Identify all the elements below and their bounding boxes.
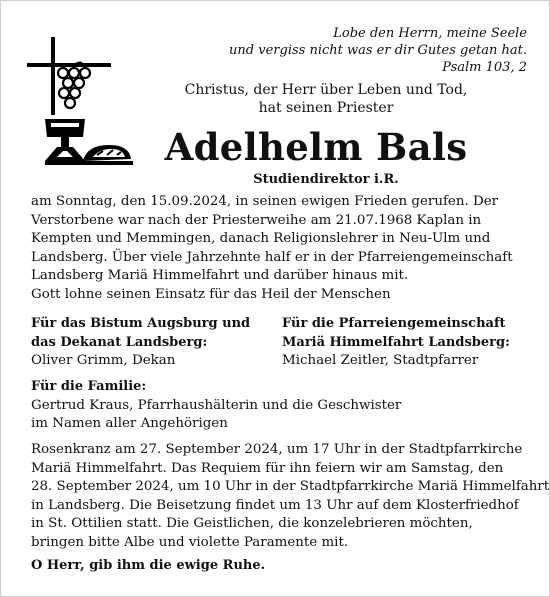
details-line: bringen bitte Albe und violette Paramente mit.: [31, 534, 349, 550]
announcement-line: Gott lohne seinen Einsatz für das Heil der Menschen: [31, 286, 391, 302]
signature-heading: das Dekanat Landsberg:: [31, 334, 208, 350]
announcement-text: [31, 193, 513, 304]
signature-heading: Für das Bistum Augsburg und: [31, 316, 251, 331]
psalm-line: und vergiss nicht was er dir Gutes getan hat.: [229, 43, 527, 58]
signature-pfarrei: [282, 315, 510, 371]
deceased-name: Adelhelm Bals: [164, 125, 468, 169]
details-line: in St. Ottilien statt. Die Geistlichen, die konzelebrieren möchten,: [31, 516, 473, 531]
intro-line: hat seinen Priester: [258, 100, 394, 116]
signature-bistum: [31, 315, 250, 371]
signature-name: Oliver Grimm, Dekan: [31, 353, 176, 368]
deceased-title: Studiendirektor i.R.: [253, 172, 399, 187]
cross-with-grapes-chalice-bread-icon: [27, 37, 139, 177]
funeral-details: [31, 441, 549, 552]
signature-heading: Für die Pfarreiengemeinschaft: [282, 316, 506, 331]
signature-heading: Für die Familie:: [31, 379, 147, 394]
signature-heading: Mariä Himmelfahrt Landsberg:: [282, 334, 510, 350]
announcement-line: Verstorbene war nach der Priesterweihe am 21.07.1968 Kaplan in: [31, 212, 482, 228]
closing-prayer: O Herr, gib ihm die ewige Ruhe.: [31, 558, 266, 573]
announcement-line: am Sonntag, den 15.09.2024, in seinen ewigen Frieden gerufen. Der: [31, 194, 499, 209]
signature-line: Gertrud Kraus, Pfarrhaushälterin und die Geschwister: [31, 397, 402, 413]
announcement-line: Landsberg Mariä Himmelfahrt und darüber hinaus mit.: [31, 268, 409, 283]
details-line: Mariä Himmelfahrt. Das Requiem für ihn feiern wir am Samstag, den: [31, 460, 504, 476]
signature-line: im Namen aller Angehörigen: [31, 416, 228, 431]
psalm-line: Lobe den Herrn, meine Seele: [333, 26, 527, 41]
intro-text: [161, 81, 491, 117]
psalm-reference: Psalm 103, 2: [442, 60, 527, 75]
announcement-line: Kempten und Memmingen, danach Religionslehrer in Neu-Ulm und: [31, 231, 491, 246]
details-line: Rosenkranz am 27. September 2024, um 17 Uhr in der Stadtpfarrkirche: [31, 442, 523, 457]
intro-line: Christus, der Herr über Leben und Tod,: [184, 82, 468, 98]
psalm-quote: [229, 25, 527, 76]
signature-familie: [31, 378, 401, 434]
signature-name: Michael Zeitler, Stadtpfarrer: [282, 353, 479, 368]
announcement-line: Landsberg. Über viele Jahrzehnte half er in der Pfarreiengemeinschaft: [31, 249, 513, 265]
details-line: 28. September 2024, um 10 Uhr in der Stadtpfarrkirche Mariä Himmelfahrt: [31, 479, 550, 494]
details-line: in Landsberg. Die Beisetzung findet um 13 Uhr auf dem Klosterfriedhof: [31, 497, 519, 513]
